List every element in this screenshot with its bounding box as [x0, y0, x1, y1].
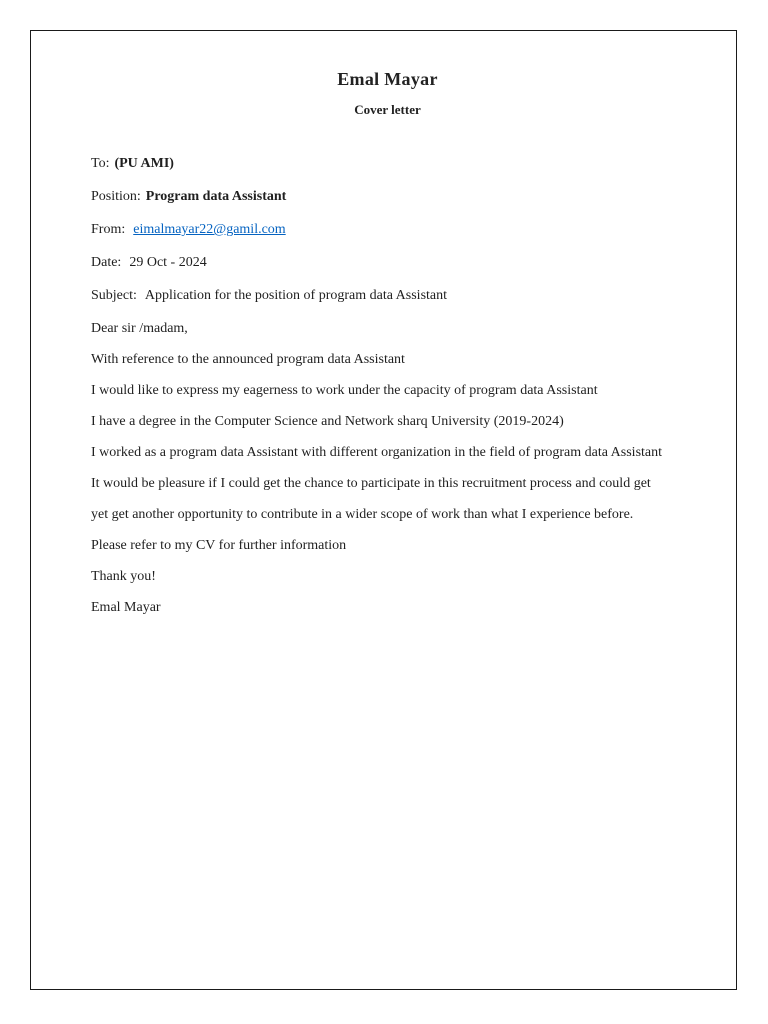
page-subtitle: Cover letter — [354, 102, 421, 117]
letter-closing: Thank you! — [91, 569, 156, 584]
field-from — [91, 214, 684, 245]
letter-signature: Emal Mayar — [91, 600, 161, 615]
letter-paragraph: With reference to the announced program data Assistant — [91, 352, 405, 367]
field-from-label: From: — [91, 222, 126, 237]
letter-paragraph: I worked as a program data Assistant with different organization in the field of program data Assistant — [91, 445, 663, 460]
field-subject-label: Subject: — [91, 288, 137, 303]
letter-paragraph: Dear sir /madam, — [91, 321, 188, 336]
letter-paragraph: It would be pleasure if I could get the chance to participate in this recruitment process and could get — [91, 476, 651, 491]
letter-paragraph: Please refer to my CV for further information — [91, 538, 347, 553]
field-date-value: 29 Oct - 2024 — [129, 255, 207, 270]
field-to-label: To: — [91, 156, 110, 171]
field-position — [91, 181, 684, 212]
letter-paragraph: yet get another opportunity to contribute in a wider scope of work than what I experience before. — [91, 507, 634, 522]
field-to — [91, 148, 684, 179]
field-position-value: Program data Assistant — [145, 189, 287, 204]
field-date-label: Date: — [91, 255, 122, 270]
letter-paragraph: I would like to express my eagerness to work under the capacity of program data Assistant — [91, 383, 598, 398]
field-position-label: Position: — [91, 189, 141, 204]
field-subject — [91, 280, 684, 311]
page-title: Emal Mayar — [337, 69, 438, 89]
field-subject-value: Application for the position of program data Assistant — [144, 288, 448, 303]
letter-paragraph: I have a degree in the Computer Science and Network sharq University (2019-2024) — [91, 414, 564, 429]
field-to-value: (PU AMI) — [114, 156, 174, 171]
field-date — [91, 247, 684, 278]
cover-letter-page — [30, 30, 737, 990]
email-link[interactable]: eimalmayar22@gamil.com — [133, 222, 286, 237]
letter-body — [91, 148, 684, 623]
